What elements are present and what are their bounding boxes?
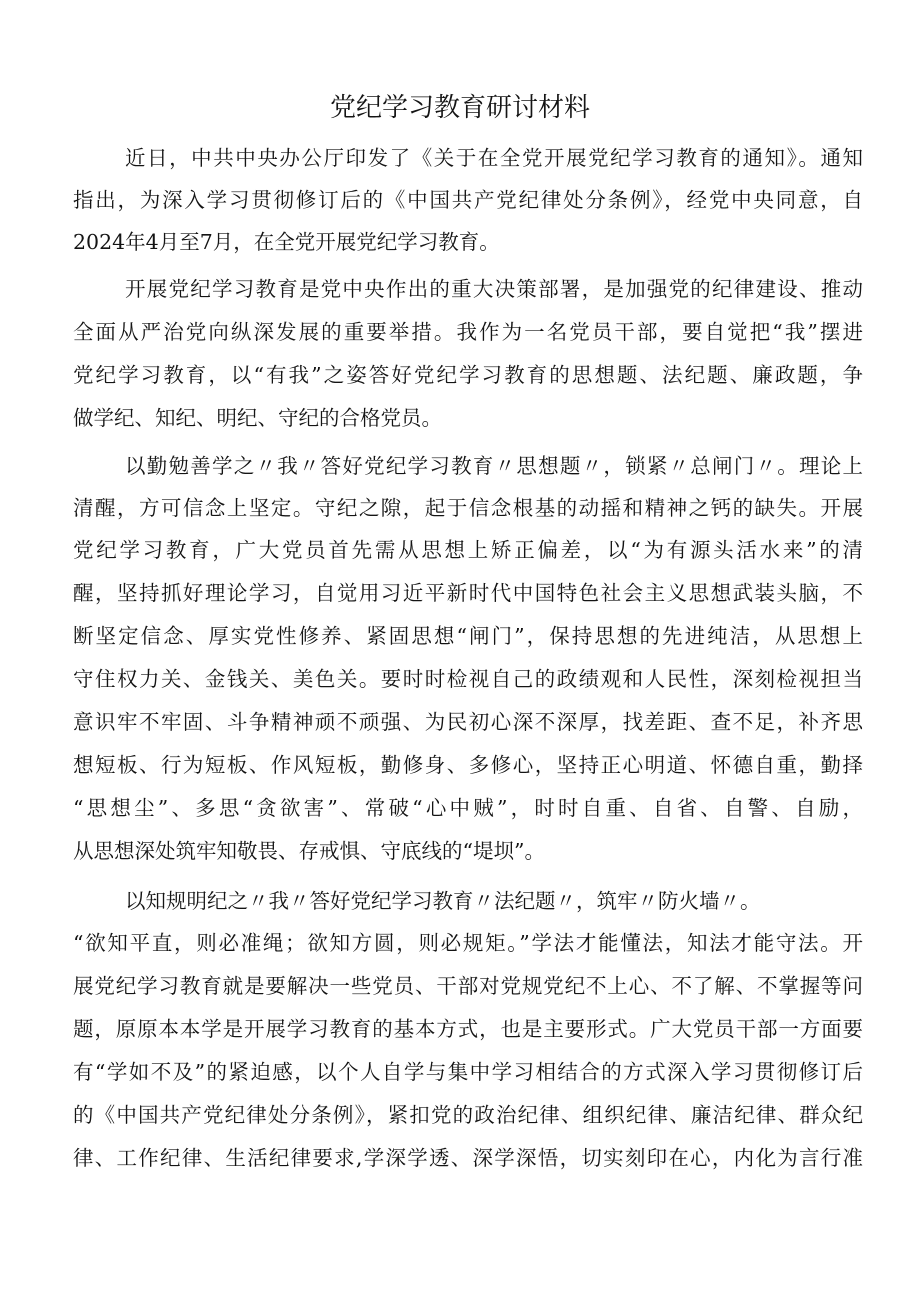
paragraph-2-line-1: 开展党纪学习教育是党中央作出的重大决策部署，是加强党的纪律建设、推动 <box>125 277 863 301</box>
paragraph-4-line-6: 的《中国共产党纪律处分条例》，紧扣党的政治纪律、组织纪律、廉洁纪律、群众纪 <box>73 1103 863 1127</box>
paragraph-3-line-4: 醒，坚持抓好理论学习，自觉用习近平新时代中国特色社会主义思想武装头脑，不 <box>73 581 863 605</box>
paragraph-4-line-4: 题，原原本本学是开展学习教育的基本方式，也是主要形式。广大党员干部一方面要 <box>73 1017 863 1041</box>
paragraph-1-line-1: 近日，中共中央办公厅印发了《关于在全党开展党纪学习教育的通知》。通知 <box>125 146 863 170</box>
paragraph-3-line-1: 以勤勉善学之〃我〃答好党纪学习教育〃思想题〃，锁紧〃总闸门〃。理论上 <box>125 454 863 478</box>
paragraph-3-line-8: 想短板、行为短板、作风短板，勤修身、多修心，坚持正心明道、怀德自重，勤择 <box>73 753 863 777</box>
paragraph-2-line-2: 全面从严治党向纵深发展的重要举措。我作为一名党员干部，要自觉把“我”摆进 <box>73 320 863 344</box>
paragraph-3-line-7: 意识牢不牢固、斗争精神顽不顽强、为民初心深不深厚，找差距、查不足，补齐思 <box>73 710 863 734</box>
paragraph-3-line-3: 党纪学习教育，广大党员首先需从思想上矫正偏差，以“为有源头活水来”的清 <box>73 538 863 562</box>
paragraph-4-line-2: “欲知平直，则必准绳；欲知方圆，则必规矩。”学法才能懂法，知法才能守法。开 <box>73 931 863 955</box>
paragraph-2-line-3: 党纪学习教育，以“有我”之姿答好党纪学习教育的思想题、法纪题、廉政题，争 <box>73 363 863 387</box>
paragraph-3-line-6: 守住权力关、金钱关、美色关。要时时检视自己的政绩观和人民性，深刻检视担当 <box>73 667 863 691</box>
paragraph-3-line-5: 断坚定信念、厚实党性修养、紧固思想“闸门”，保持思想的先进纯洁，从思想上 <box>73 624 863 648</box>
paragraph-4-line-5: 有“学如不及”的紧迫感，以个人自学与集中学习相结合的方式深入学习贯彻修订后 <box>73 1060 863 1084</box>
paragraph-1-line-3: 2024年4月至7月，在全党开展党纪学习教育。 <box>73 230 500 254</box>
paragraph-3-line-9: “思想尘”、多思“贪欲害”、常破“心中贼”，时时自重、自省、自警、自励， <box>73 796 863 820</box>
paragraph-1-line-2: 指出，为深入学习贯彻修订后的《中国共产党纪律处分条例》，经党中央同意，自 <box>73 188 863 212</box>
paragraph-4-line-3: 展党纪学习教育就是要解决一些党员、干部对党规党纪不上心、不了解、不掌握等问 <box>73 974 863 998</box>
paragraph-3-line-10: 从思想深处筑牢知敬畏、存戒惧、守底线的“堤坝”。 <box>73 839 545 863</box>
paragraph-4-line-7: 律、工作纪律、生活纪律要求,学深学透、深学深悟，切实刻印在心，内化为言行准 <box>73 1146 863 1170</box>
paragraph-4-line-1: 以知规明纪之〃我〃答好党纪学习教育〃法纪题〃，筑牢〃防火墙〃。 <box>125 889 761 913</box>
paragraph-3-line-2: 清醒，方可信念上坚定。守纪之隙，起于信念根基的动摇和精神之钙的缺失。开展 <box>73 496 863 520</box>
paragraph-2-line-4: 做学纪、知纪、明纪、守纪的合格党员。 <box>73 406 442 430</box>
document-title: 党纪学习教育研讨材料 <box>329 93 590 123</box>
